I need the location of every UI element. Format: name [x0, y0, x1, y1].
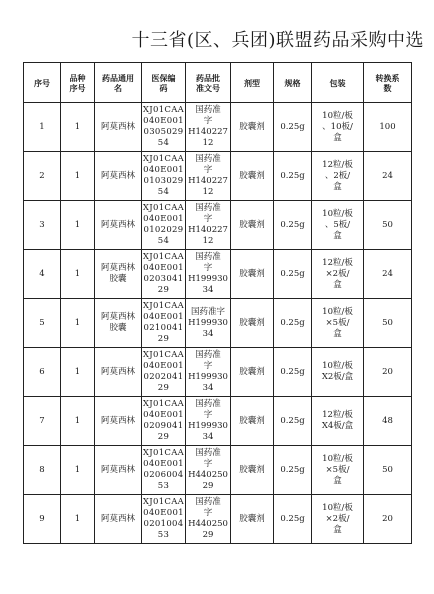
cell-dosage-form-text: 胶囊剂: [239, 121, 265, 132]
cell-generic-name-text: 阿莫西林: [100, 219, 135, 230]
cell-package: [312, 348, 364, 397]
cell-generic-name: [95, 348, 142, 397]
cell-conversion-factor: [364, 495, 412, 544]
cell-generic-name: [95, 103, 142, 152]
cell-approval-number: [186, 397, 231, 446]
cell-spec-text: 0.25g: [280, 170, 305, 181]
cell-generic-name-text: 阿莫西林: [100, 464, 135, 475]
cell-variety-seq: [61, 495, 95, 544]
cell-generic-name: [95, 397, 142, 446]
cell-conversion-factor-text: 24: [382, 170, 393, 181]
cell-generic-name-text: 阿莫西林 胶囊: [100, 312, 135, 333]
cell-conversion-factor: [364, 397, 412, 446]
cell-variety-seq-text: 1: [74, 366, 81, 377]
cell-spec: [274, 103, 312, 152]
header-generic-name: 药品通用 名: [95, 63, 142, 103]
cell-seq: [24, 348, 61, 397]
cell-insurance-code: [142, 446, 186, 495]
cell-approval-number-text: 国药准 字 H199930 34: [188, 252, 228, 295]
cell-dosage-form: [231, 152, 274, 201]
cell-approval-number-text: 国药准 字 H140227 12: [188, 105, 228, 148]
cell-insurance-code: [142, 250, 186, 299]
table-row: [24, 446, 412, 495]
cell-seq-text: 8: [39, 464, 45, 475]
cell-variety-seq-text: 1: [74, 415, 81, 426]
cell-insurance-code-text: XJ01CAA 040E001 0209041 29: [142, 399, 185, 442]
cell-insurance-code: [142, 397, 186, 446]
cell-insurance-code-text: XJ01CAA 040E001 0305029 54: [142, 105, 185, 148]
cell-conversion-factor: [364, 152, 412, 201]
cell-package-text: 10粒/板 ×2板/ 盒: [322, 502, 353, 535]
cell-dosage-form-text: 胶囊剂: [239, 415, 265, 426]
cell-insurance-code-text: XJ01CAA 040E001 0201004 53: [142, 497, 185, 540]
header-approval-number: 药品批 准文号: [186, 63, 231, 103]
cell-seq-text: 1: [39, 121, 45, 132]
cell-dosage-form: [231, 250, 274, 299]
cell-package-text: 12粒/板 、2板/ 盒: [322, 159, 353, 192]
cell-spec: [274, 201, 312, 250]
cell-approval-number: [186, 446, 231, 495]
cell-package: [312, 103, 364, 152]
cell-variety-seq: [61, 446, 95, 495]
cell-dosage-form-text: 胶囊剂: [239, 170, 265, 181]
cell-variety-seq-text: 1: [74, 268, 81, 279]
table-row: [24, 201, 412, 250]
cell-spec-text: 0.25g: [280, 415, 305, 426]
cell-seq: [24, 103, 61, 152]
cell-spec: [274, 152, 312, 201]
cell-approval-number: [186, 495, 231, 544]
cell-package: [312, 299, 364, 348]
cell-variety-seq: [61, 348, 95, 397]
cell-seq: [24, 446, 61, 495]
cell-spec-text: 0.25g: [280, 464, 305, 475]
cell-variety-seq: [61, 201, 95, 250]
cell-conversion-factor-text: 50: [382, 464, 393, 475]
cell-package: [312, 152, 364, 201]
cell-insurance-code: [142, 495, 186, 544]
cell-insurance-code-text: XJ01CAA 040E001 0203041 29: [142, 252, 185, 295]
cell-spec-text: 0.25g: [280, 219, 305, 230]
procurement-table: [23, 62, 412, 544]
cell-conversion-factor-text: 20: [382, 366, 393, 377]
table-row: [24, 299, 412, 348]
document-title: 十三省(区、兵团)联盟药品采购中选: [131, 30, 424, 51]
cell-generic-name: [95, 299, 142, 348]
cell-generic-name-text: 阿莫西林: [100, 170, 135, 181]
cell-approval-number-text: 国药准 字 H199930 34: [188, 350, 228, 393]
cell-spec: [274, 250, 312, 299]
cell-spec-text: 0.25g: [280, 121, 305, 132]
cell-seq: [24, 495, 61, 544]
cell-approval-number-text: 国药准 字 H440250 29: [188, 497, 228, 540]
cell-spec-text: 0.25g: [280, 366, 305, 377]
cell-spec-text: 0.25g: [280, 317, 305, 328]
table-row: [24, 397, 412, 446]
cell-seq: [24, 250, 61, 299]
cell-dosage-form-text: 胶囊剂: [239, 513, 265, 524]
cell-approval-number-text: 国药准 字 H140227 12: [188, 203, 228, 246]
cell-variety-seq-text: 1: [74, 464, 81, 475]
cell-insurance-code: [142, 201, 186, 250]
cell-insurance-code: [142, 152, 186, 201]
table-row: [24, 152, 412, 201]
cell-package: [312, 446, 364, 495]
cell-approval-number-text: 国药准 字 H199930 34: [188, 399, 228, 442]
cell-dosage-form: [231, 103, 274, 152]
cell-generic-name: [95, 201, 142, 250]
cell-insurance-code: [142, 348, 186, 397]
cell-conversion-factor-text: 48: [382, 415, 393, 426]
cell-generic-name: [95, 446, 142, 495]
cell-approval-number-text: 国药准字 H199930 34: [188, 306, 228, 339]
cell-package-text: 10粒/板 X2板/盒: [321, 361, 354, 382]
cell-seq: [24, 299, 61, 348]
cell-package: [312, 201, 364, 250]
cell-variety-seq-text: 1: [74, 513, 81, 524]
cell-dosage-form: [231, 201, 274, 250]
cell-seq-text: 2: [39, 170, 45, 181]
cell-generic-name-text: 阿莫西林: [100, 415, 135, 426]
cell-variety-seq: [61, 152, 95, 201]
cell-seq-text: 5: [39, 317, 45, 328]
cell-package-text: 10粒/板 、5板/ 盒: [322, 208, 353, 241]
cell-spec: [274, 397, 312, 446]
cell-conversion-factor-text: 24: [382, 268, 393, 279]
cell-approval-number: [186, 299, 231, 348]
cell-variety-seq: [61, 397, 95, 446]
cell-seq-text: 6: [39, 366, 45, 377]
cell-variety-seq: [61, 103, 95, 152]
cell-dosage-form: [231, 397, 274, 446]
cell-insurance-code-text: XJ01CAA 040E001 0202041 29: [142, 350, 185, 393]
cell-package-text: 10粒/板 ×5板/ 盒: [322, 306, 353, 339]
cell-conversion-factor: [364, 201, 412, 250]
cell-generic-name: [95, 495, 142, 544]
cell-spec: [274, 495, 312, 544]
header-conversion-factor: 转换系 数: [364, 63, 412, 103]
table-row: [24, 348, 412, 397]
header-variety-seq: 品种 序号: [61, 63, 95, 103]
cell-seq: [24, 397, 61, 446]
cell-variety-seq-text: 1: [74, 219, 81, 230]
cell-insurance-code-text: XJ01CAA 040E001 0210041 29: [142, 301, 185, 344]
cell-generic-name-text: 阿莫西林 胶囊: [100, 263, 135, 284]
cell-approval-number: [186, 103, 231, 152]
cell-seq-text: 3: [39, 219, 45, 230]
cell-package-text: 12粒/板 ×2板/ 盒: [322, 257, 353, 290]
cell-spec: [274, 446, 312, 495]
cell-conversion-factor-text: 100: [379, 121, 396, 132]
header-dosage-form: 剂型: [231, 63, 274, 103]
cell-conversion-factor-text: 50: [382, 219, 393, 230]
cell-conversion-factor-text: 20: [382, 513, 393, 524]
cell-seq: [24, 201, 61, 250]
header-insurance-code: 医保编 码: [142, 63, 186, 103]
cell-approval-number-text: 国药准 字 H440250 29: [188, 448, 228, 491]
cell-generic-name: [95, 250, 142, 299]
cell-dosage-form-text: 胶囊剂: [239, 366, 265, 377]
cell-dosage-form: [231, 348, 274, 397]
cell-approval-number-text: 国药准 字 H140227 12: [188, 154, 228, 197]
cell-package-text: 10粒/板 、10板/ 盒: [322, 110, 353, 143]
cell-insurance-code-text: XJ01CAA 040E001 0103029 54: [142, 154, 185, 197]
cell-approval-number: [186, 250, 231, 299]
table-row: [24, 495, 412, 544]
cell-approval-number: [186, 348, 231, 397]
cell-variety-seq-text: 1: [74, 317, 81, 328]
cell-generic-name-text: 阿莫西林: [100, 513, 135, 524]
cell-conversion-factor: [364, 348, 412, 397]
cell-generic-name-text: 阿莫西林: [100, 366, 135, 377]
cell-seq-text: 9: [39, 513, 45, 524]
cell-dosage-form-text: 胶囊剂: [239, 464, 265, 475]
cell-dosage-form-text: 胶囊剂: [239, 268, 265, 279]
cell-dosage-form: [231, 299, 274, 348]
header-spec: 规格: [274, 63, 312, 103]
cell-spec: [274, 348, 312, 397]
cell-dosage-form-text: 胶囊剂: [239, 317, 265, 328]
table-body: [24, 103, 412, 544]
cell-dosage-form: [231, 446, 274, 495]
table-header-row: [24, 63, 412, 103]
cell-spec-text: 0.25g: [280, 268, 305, 279]
cell-dosage-form-text: 胶囊剂: [239, 219, 265, 230]
cell-insurance-code: [142, 299, 186, 348]
cell-conversion-factor: [364, 446, 412, 495]
cell-variety-seq: [61, 250, 95, 299]
cell-seq-text: 7: [39, 415, 45, 426]
cell-approval-number: [186, 152, 231, 201]
cell-conversion-factor: [364, 299, 412, 348]
cell-generic-name-text: 阿莫西林: [100, 121, 135, 132]
table-row: [24, 103, 412, 152]
header-package: 包装: [312, 63, 364, 103]
cell-package-text: 10粒/板 ×5板/ 盒: [322, 453, 353, 486]
cell-variety-seq: [61, 299, 95, 348]
cell-insurance-code-text: XJ01CAA 040E001 0102029 54: [142, 203, 185, 246]
cell-conversion-factor: [364, 103, 412, 152]
cell-approval-number: [186, 201, 231, 250]
header-seq: 序号: [24, 63, 61, 103]
cell-seq: [24, 152, 61, 201]
cell-spec: [274, 299, 312, 348]
cell-seq-text: 4: [39, 268, 45, 279]
cell-generic-name: [95, 152, 142, 201]
cell-insurance-code: [142, 103, 186, 152]
cell-insurance-code-text: XJ01CAA 040E001 0206004 53: [142, 448, 185, 491]
cell-package: [312, 250, 364, 299]
cell-conversion-factor: [364, 250, 412, 299]
cell-package: [312, 397, 364, 446]
cell-package: [312, 495, 364, 544]
cell-dosage-form: [231, 495, 274, 544]
cell-variety-seq-text: 1: [74, 121, 81, 132]
cell-conversion-factor-text: 50: [382, 317, 393, 328]
table-row: [24, 250, 412, 299]
cell-variety-seq-text: 1: [74, 170, 81, 181]
cell-package-text: 12粒/板 X4板/盒: [321, 410, 354, 431]
cell-spec-text: 0.25g: [280, 513, 305, 524]
